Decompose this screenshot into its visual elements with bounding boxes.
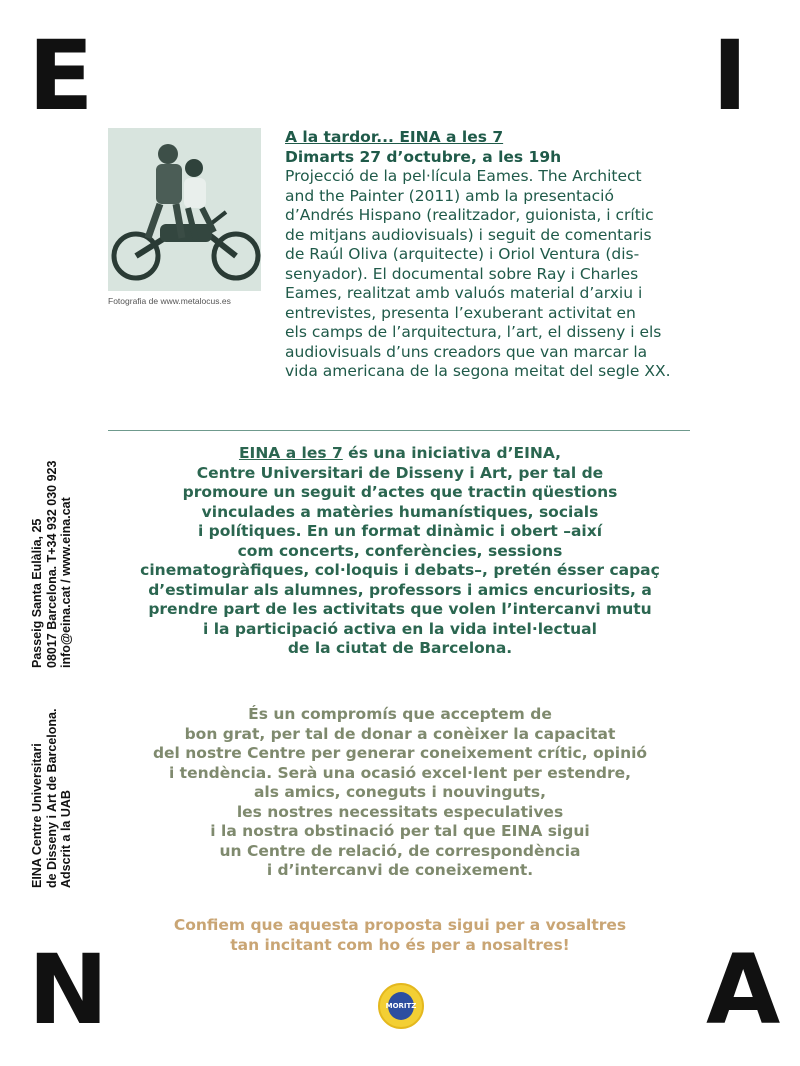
commitment-line: bon grat, per tal de donar a conèixer la capacitat [184,724,616,743]
corner-letter-e: E [28,20,94,132]
event-line: els camps de l’arquitectura, l’art, el disseny i els [285,323,662,341]
school-line: Adscrit a la UAB [59,790,73,888]
intro-line: com concerts, conferències, sessions [237,541,563,560]
school-line: EINA Centre Universitari [30,743,44,888]
commitment-line: les nostres necessitats especulatives [236,802,564,821]
event-line: vida americana de la segona meitat del segle XX. [285,362,671,380]
moritz-logo [378,983,424,1029]
motorcycle-illustration [108,128,261,291]
intro-line: d’estimular als alumnes, professors i amics encuriosits, a [148,580,652,599]
intro-line: i la participació activa en la vida intel·lectual [203,619,597,638]
address-line: 08017 Barcelona. T+34 932 030 923 [44,460,59,668]
intro-paragraph [110,444,690,659]
intro-line: cinematogràfiques, col·loquis i debats–, pretén ésser capaç [140,561,660,579]
event-line: de mitjans audiovisuals) i seguit de comentaris [285,225,652,244]
divider-line [108,430,690,431]
address-line: info@eina.cat / www.eina.cat [59,497,73,668]
commitment-line: i tendència. Serà una ocasió excel·lent per estendre, [168,763,632,782]
commitment-line: del nostre Centre per generar coneixement crític, opinió [152,744,648,762]
school-line: de Disseny i Art de Barcelona. [44,708,59,888]
intro-line: prendre part de les activitats que volen l’intercanvi mutu [148,600,652,618]
intro-line: Centre Universitari de Disseny i Art, per tal de [196,463,604,482]
event-line: audiovisuals d’uns creadors que van marcar la [285,342,648,361]
corner-letter-a: A [706,934,781,1046]
intro-line: i polítiques. En un format dinàmic i obert –així [197,522,603,540]
logo-text: MORITZ [385,1002,417,1010]
intro-line: promoure un seguit d’actes que tractin qüestions [182,483,618,501]
event-description [285,167,715,382]
intro-line: vinculades a matèries humanístiques, socials [201,502,599,521]
eames-motorcycle-photo [108,128,261,291]
photo-caption: Fotografia de www.metalocus.es [108,296,231,306]
event-line: Projecció de la pel·lícula Eames. The Architect [285,167,642,185]
intro-line: de la ciutat de Barcelona. [287,639,513,657]
intro-first-line-rest: és una iniciativa d’EINA, [342,444,562,462]
commitment-line: i d’intercanvi de coneixement. [266,861,534,879]
corner-letter-i: I [712,20,748,132]
commitment-line: un Centre de relació, de correspondència [219,841,581,860]
school-info [30,709,74,888]
intro-first-line [110,444,690,464]
event-line: d’Andrés Hispano (realitzador, guionista, i crític [285,206,654,224]
event-date: Dimarts 27 d’octubre, a les 19h [285,147,562,166]
address-line: Passeig Santa Eulàlia, 25 [30,518,44,668]
closing-paragraph [110,916,690,955]
event-announcement [285,128,715,382]
closing-line: Confiem que aquesta proposta sigui per a vosaltres [173,916,627,934]
eina-a-les-7-link[interactable]: EINA a les 7 [238,444,343,462]
commitment-line: És un compromís que acceptem de [248,705,552,723]
event-heading: A la tardor... EINA a les 7 [285,128,504,146]
event-line: entrevistes, presenta l’exuberant activitat en [285,303,636,322]
commitment-paragraph [110,705,690,881]
commitment-line: i la nostra obstinació per tal que EINA sigui [210,822,590,840]
event-line: and the Painter (2011) amb la presentació [285,186,614,205]
corner-letter-n: N [28,934,109,1046]
event-line: de Raúl Oliva (arquitecte) i Oriol Ventura (dis- [285,245,640,263]
event-line: senyador). El documental sobre Ray i Charles [285,264,639,283]
commitment-line: als amics, coneguts i nouvinguts, [253,783,547,801]
contact-address [30,461,74,668]
closing-line: tan incitant com ho és per a nosaltres! [230,935,570,954]
event-line: Eames, realitzat amb valuós material d’arxiu i [285,284,643,302]
